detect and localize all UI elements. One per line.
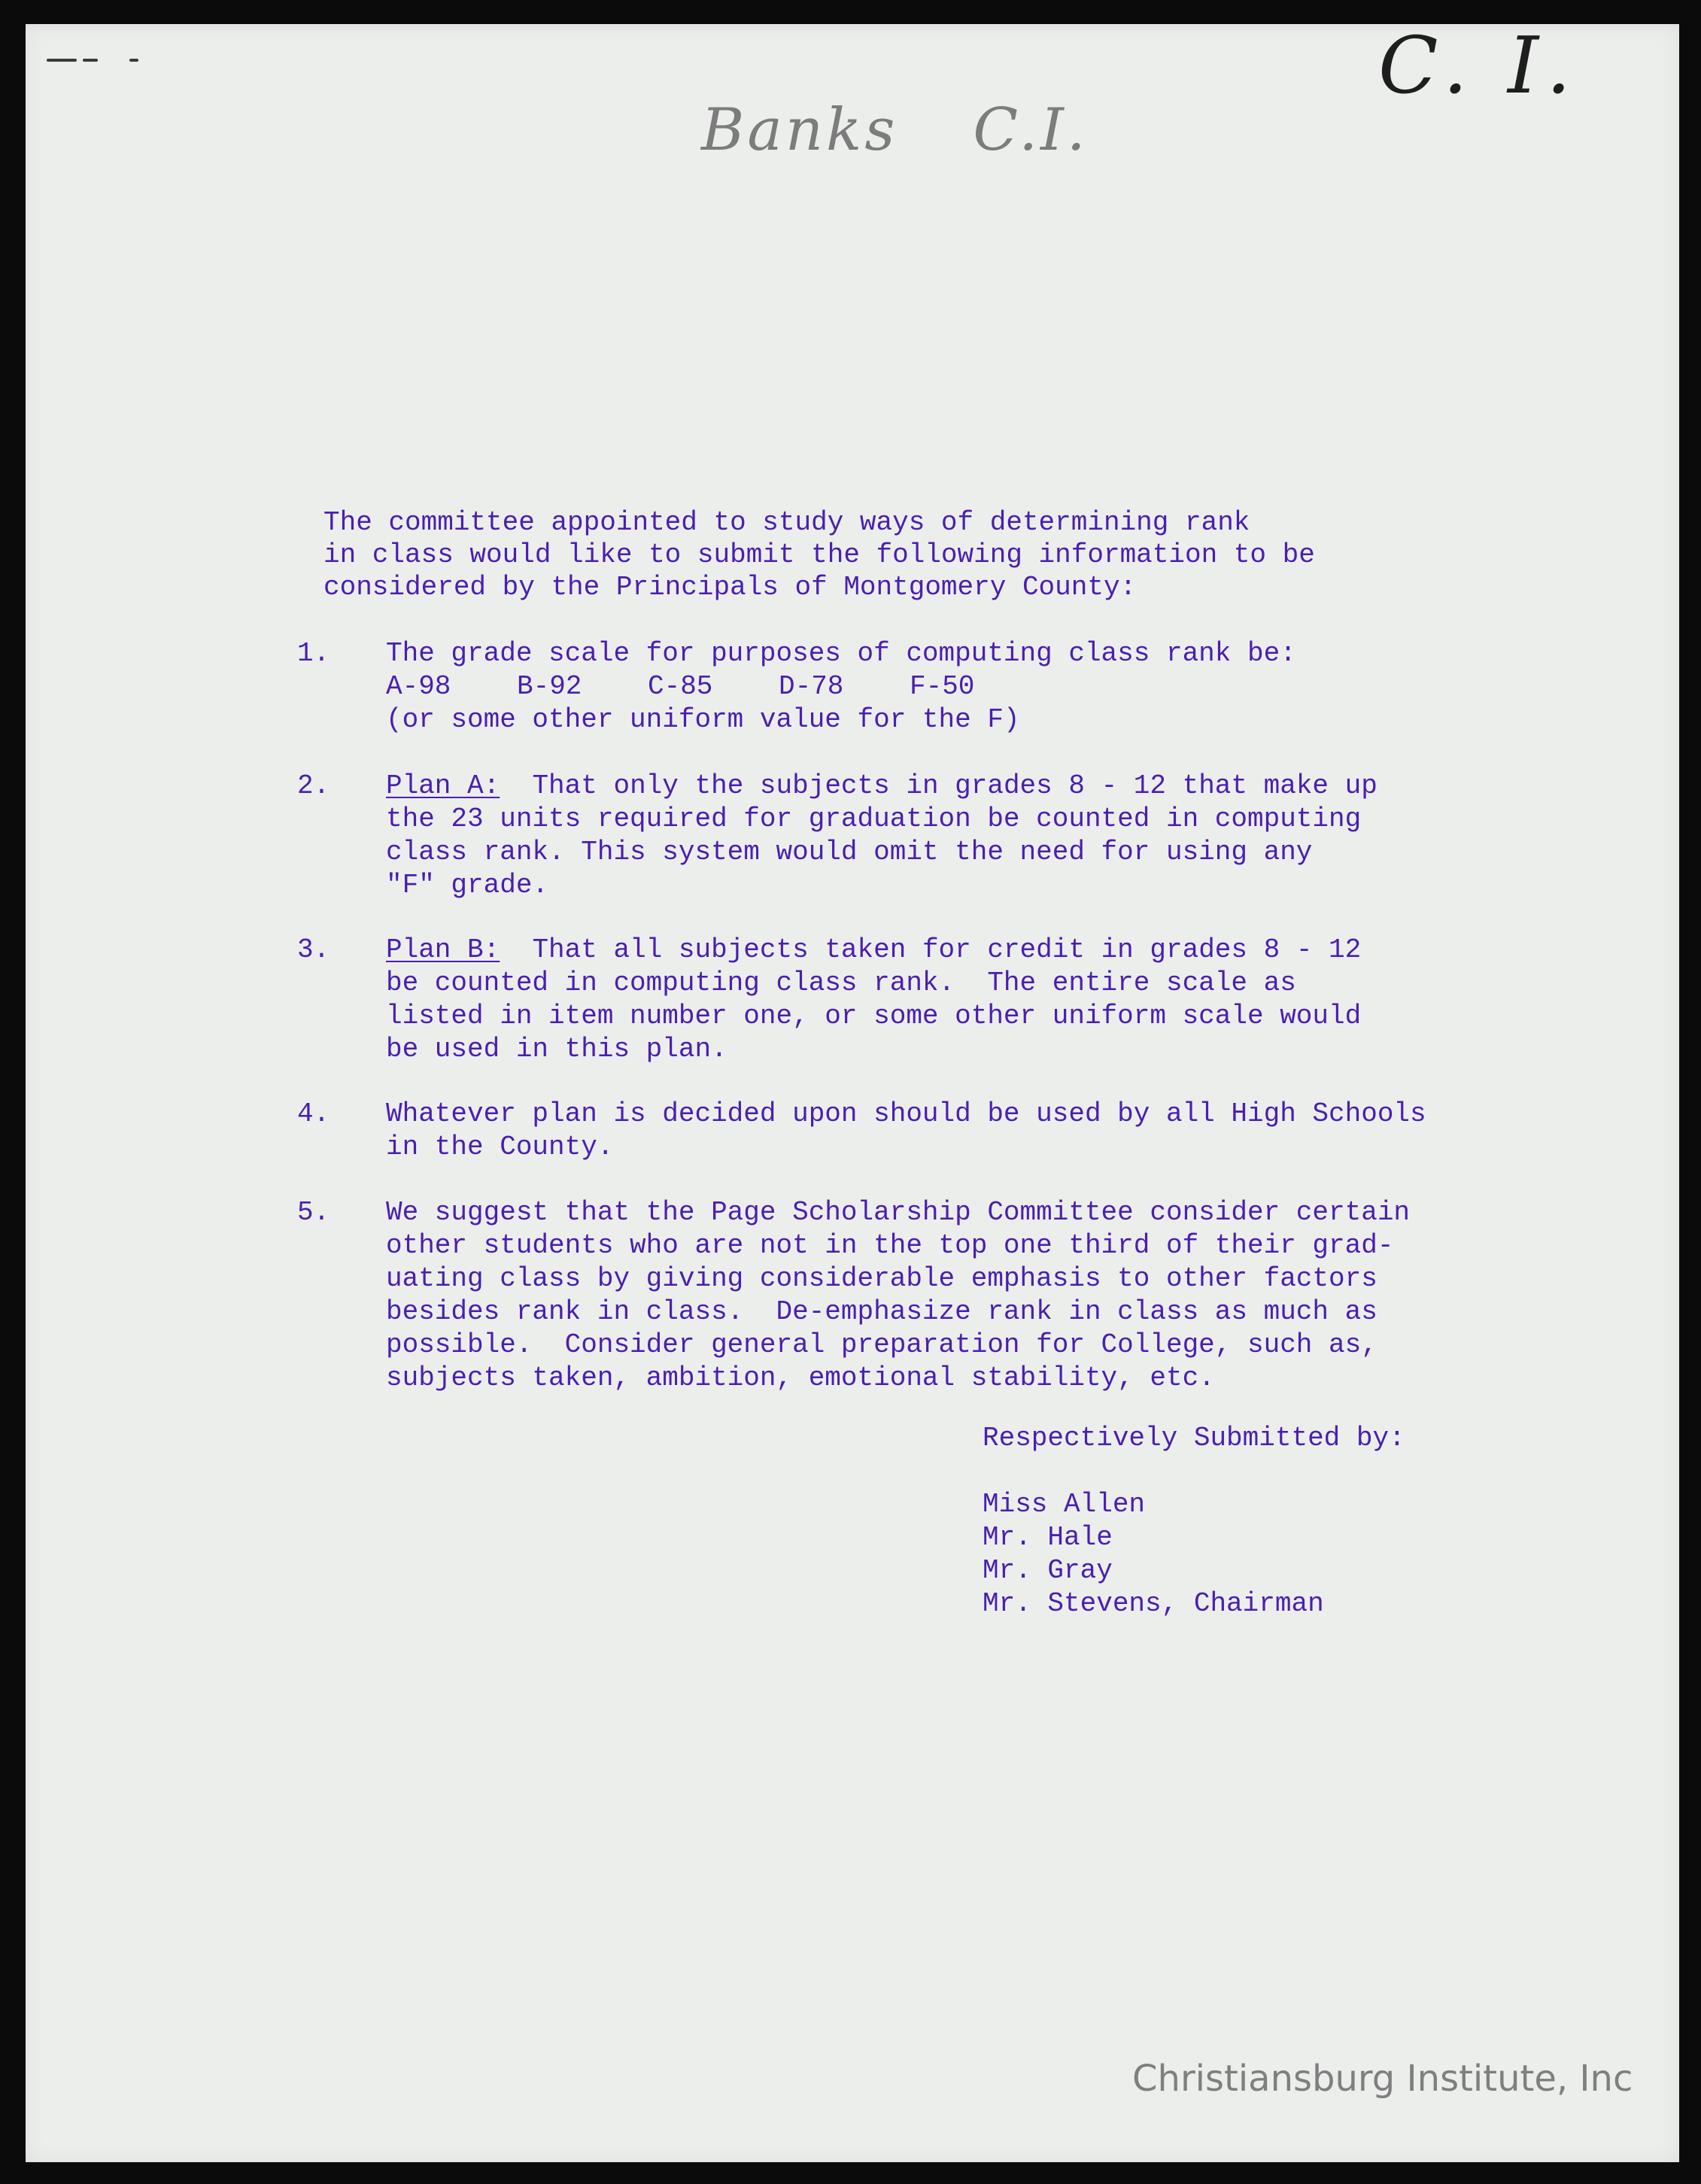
item-text: be used in this plan. — [386, 1034, 727, 1065]
item-note: (or some other uniform value for the F) — [386, 704, 1020, 735]
item-number: 2. — [297, 770, 330, 801]
intro-line: in class would like to submit the following information to be — [323, 539, 1315, 570]
item-text: the 23 units required for graduation be counted in computing — [386, 803, 1362, 834]
item-text: subjects taken, ambition, emotional stability, etc. — [386, 1362, 1215, 1393]
watermark: Christiansburg Institute, Inc — [1132, 2058, 1633, 2100]
plan-b-label: Plan B: — [386, 934, 500, 965]
grade-value: F-50 — [910, 671, 975, 702]
item-text: Whatever plan is decided upon should be used by all High Schools — [386, 1098, 1426, 1129]
document-page — [26, 24, 1679, 2162]
handwritten-corner-note: C. I. — [1378, 20, 1579, 111]
edge-mark — [129, 59, 138, 62]
item-text: possible. Consider general preparation for College, such as, — [386, 1329, 1378, 1360]
grade-value: B-92 — [517, 671, 582, 702]
signatory-name: Miss Allen — [983, 1489, 1146, 1520]
item-text: Plan A: That only the subjects in grades 8 - 12 that make up — [386, 770, 1378, 801]
grade-value: D-78 — [779, 671, 844, 702]
item-text: "F" grade. — [386, 870, 549, 901]
item-text: listed in item number one, or some other uniform scale would — [386, 1001, 1362, 1031]
signature-heading: Respectively Submitted by: — [983, 1423, 1405, 1453]
signatory-name: Mr. Hale — [983, 1522, 1113, 1553]
item-text: in the County. — [386, 1131, 614, 1162]
item-text: We suggest that the Page Scholarship Committee consider certain — [386, 1197, 1411, 1228]
plan-a-label: Plan A: — [386, 770, 500, 801]
item-text: class rank. This system would omit the need for using any — [386, 837, 1313, 867]
item-number: 3. — [297, 934, 330, 965]
grade-value: C-85 — [648, 671, 713, 702]
item-text: The grade scale for purposes of computing class rank be: — [386, 638, 1296, 669]
item-text: uating class by giving considerable emphasis to other factors — [386, 1263, 1378, 1294]
edge-mark — [83, 59, 98, 62]
pencil-note-name: Banks — [701, 96, 898, 164]
item-text: be counted in computing class rank. The entire scale as — [386, 967, 1296, 998]
intro-line: The committee appointed to study ways of determining rank — [323, 507, 1250, 538]
pencil-note-code: C.I. — [973, 96, 1089, 164]
grade-scale — [386, 670, 974, 703]
edge-mark — [47, 59, 77, 62]
item-number: 5. — [297, 1197, 330, 1228]
item-text: besides rank in class. De-emphasize rank in class as much as — [386, 1296, 1378, 1327]
signatory-name: Mr. Stevens, Chairman — [983, 1588, 1324, 1619]
pencil-note — [701, 96, 1089, 164]
item-number: 1. — [297, 638, 330, 669]
item-text: Plan B: That all subjects taken for credit in grades 8 - 12 — [386, 934, 1362, 965]
item-text: other students who are not in the top one third of their grad- — [386, 1230, 1394, 1261]
signatory-name: Mr. Gray — [983, 1555, 1113, 1586]
intro-line: considered by the Principals of Montgomery County: — [323, 572, 1137, 603]
item-number: 4. — [297, 1098, 330, 1129]
grade-value: A-98 — [386, 671, 451, 702]
